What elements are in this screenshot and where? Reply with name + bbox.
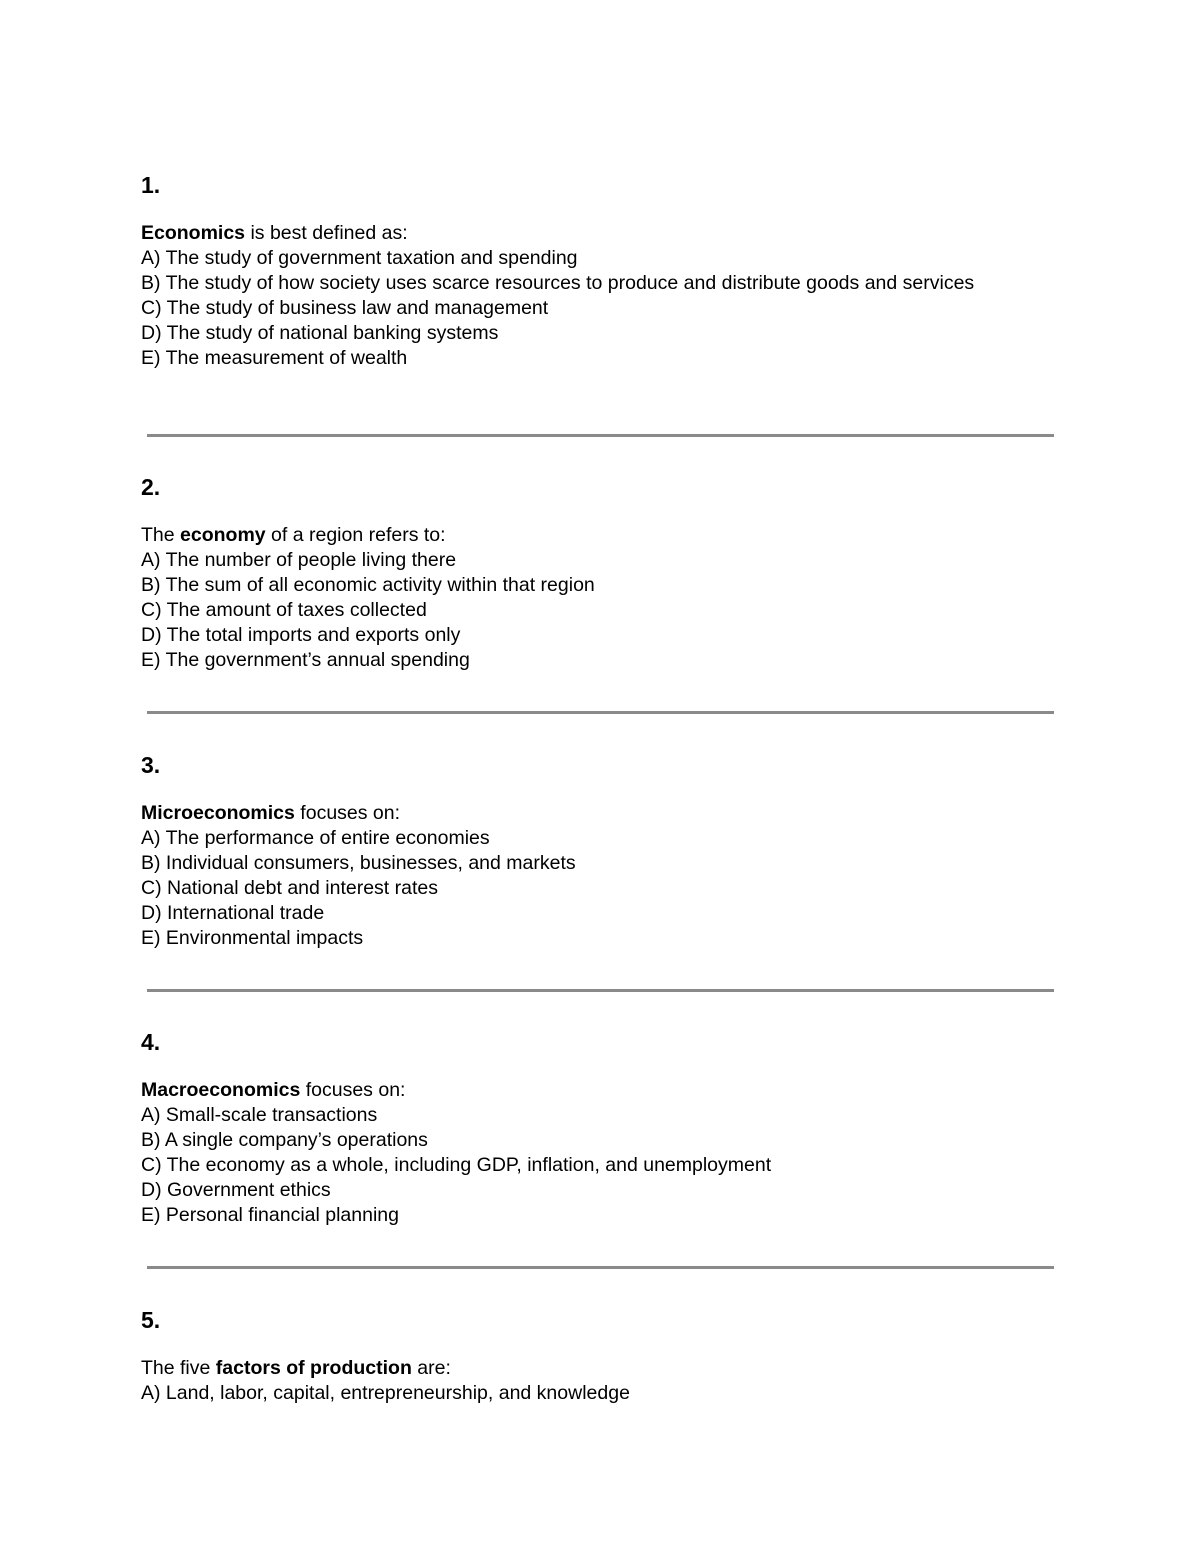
question-number: 2. (141, 474, 161, 500)
question-divider (147, 434, 1054, 437)
question-stem (141, 801, 1011, 826)
answer-option-c: C) National debt and interest rates (141, 877, 438, 899)
answer-option-a: A) The number of people living there (141, 549, 457, 571)
question-number: 4. (141, 1029, 161, 1055)
answer-option-e: E) The government’s annual spending (141, 649, 470, 671)
answer-option-b: B) The sum of all economic activity within that region (141, 574, 595, 596)
question-number: 1. (141, 172, 161, 198)
answer-option-d: D) International trade (141, 902, 325, 924)
question-divider (147, 1266, 1054, 1269)
question-stem (141, 1078, 1011, 1103)
stem-text: are: (411, 1357, 451, 1379)
stem-keyword: economy (180, 524, 266, 546)
answer-option-b: B) The study of how society uses scarce resources to produce and distribute goods and services (141, 272, 975, 294)
answer-option-a: A) The performance of entire economies (141, 827, 490, 849)
question-4 (141, 1028, 1011, 1228)
stem-keyword: Microeconomics (141, 802, 295, 824)
stem-keyword: Economics (141, 222, 246, 244)
stem-text: The (141, 524, 181, 546)
stem-text: The five (141, 1357, 216, 1379)
question-3 (141, 751, 1011, 951)
stem-keyword: Macroeconomics (141, 1079, 301, 1101)
stem-keyword: factors of production (215, 1357, 412, 1379)
answer-option-d: D) Government ethics (141, 1179, 331, 1201)
question-stem (141, 1356, 1011, 1381)
answer-option-e: E) The measurement of wealth (141, 347, 408, 369)
answer-option-a: A) Small-scale transactions (141, 1104, 378, 1126)
answer-option-b: B) Individual consumers, businesses, and markets (141, 852, 576, 874)
stem-text: focuses on: (300, 1079, 406, 1101)
stem-text: is best defined as: (245, 222, 408, 244)
answer-option-a: A) The study of government taxation and spending (141, 247, 578, 269)
question-number: 5. (141, 1307, 161, 1333)
question-number: 3. (141, 752, 161, 778)
question-divider (147, 989, 1054, 992)
answer-option-a: A) Land, labor, capital, entrepreneurship, and knowledge (141, 1382, 630, 1404)
answer-option-e: E) Environmental impacts (141, 927, 364, 949)
question-stem (141, 523, 1011, 548)
question-5 (141, 1306, 1011, 1406)
answer-option-b: B) A single company’s operations (141, 1129, 428, 1151)
answer-option-c: C) The amount of taxes collected (141, 599, 427, 621)
answer-option-d: D) The study of national banking systems (141, 322, 499, 344)
question-stem (141, 221, 1011, 246)
question-divider (147, 711, 1054, 714)
question-1 (141, 171, 1011, 371)
answer-option-c: C) The study of business law and management (141, 297, 549, 319)
stem-text: of a region refers to: (265, 524, 446, 546)
answer-option-e: E) Personal financial planning (141, 1204, 399, 1226)
answer-option-d: D) The total imports and exports only (141, 624, 461, 646)
question-2 (141, 473, 1011, 673)
answer-option-c: C) The economy as a whole, including GDP, inflation, and unemployment (141, 1154, 772, 1176)
stem-text: focuses on: (294, 802, 401, 824)
